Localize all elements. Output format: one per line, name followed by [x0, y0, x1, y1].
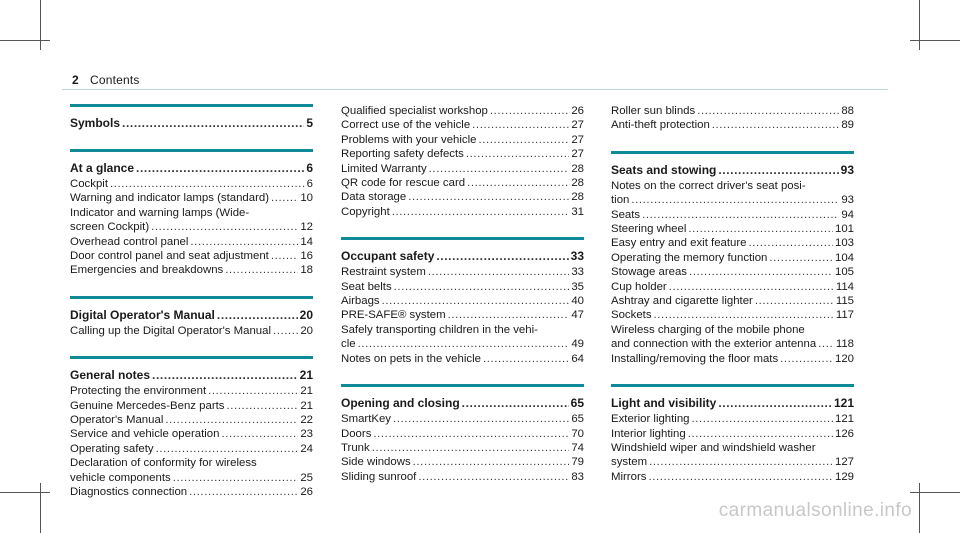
- page-number: 2: [72, 73, 79, 87]
- toc-entry[interactable]: [70, 456, 313, 470]
- toc-entry-page: 35: [571, 280, 584, 293]
- toc-entry-label: Airbags: [341, 295, 380, 308]
- toc-entry-label: Qualified specialist workshop: [341, 105, 488, 117]
- toc-entry-label: Anti-theft protection: [611, 119, 710, 132]
- section-heading-page: 93: [840, 162, 854, 177]
- dot-leader: [271, 191, 298, 205]
- toc-entry-page: 83: [571, 470, 584, 483]
- toc-entry-page: 31: [571, 205, 584, 218]
- dot-leader: [393, 412, 569, 426]
- dot-leader: [151, 220, 298, 234]
- toc-entry-label: Emergencies and breakdowns: [70, 264, 224, 277]
- toc-entry-label: Operator's Manual: [70, 414, 164, 427]
- dot-leader: [217, 307, 298, 323]
- dot-leader: [156, 442, 299, 456]
- toc-entry-label: Correct use of the vehicle: [341, 119, 471, 132]
- toc-entry-page: 33: [571, 266, 584, 279]
- toc-entry[interactable]: [341, 190, 584, 204]
- toc-entry[interactable]: [341, 470, 584, 484]
- section-heading-page: 5: [306, 116, 313, 130]
- toc-entry[interactable]: [70, 471, 313, 485]
- toc-entry-label: Operating safety: [70, 442, 154, 455]
- toc-entry-label: Restraint system: [341, 266, 426, 279]
- toc-entry-page: 26: [300, 486, 313, 499]
- toc-entry[interactable]: [611, 470, 854, 484]
- toc-entry[interactable]: [341, 441, 584, 455]
- dot-leader: [190, 235, 298, 249]
- dot-leader: [273, 324, 298, 338]
- dot-leader: [382, 294, 570, 308]
- section-heading-page: 65: [570, 396, 584, 411]
- toc-entry[interactable]: [611, 280, 854, 294]
- toc-entry-label: Seats: [611, 208, 641, 221]
- toc-entry-label: Operating the memory function: [611, 251, 768, 264]
- dot-leader: [227, 399, 299, 413]
- section-heading-label: General notes: [70, 368, 151, 383]
- toc-section: [341, 384, 584, 484]
- toc-entry-page: 127: [834, 456, 854, 469]
- toc-entry-label: Sockets: [611, 309, 652, 322]
- toc-entry[interactable]: [341, 308, 584, 322]
- section-heading[interactable]: [341, 248, 584, 264]
- toc-entry-label: Overhead control panel: [70, 235, 189, 248]
- toc-entry-label: Notes on the correct driver's seat posi-: [611, 179, 806, 192]
- dot-leader: [648, 470, 833, 484]
- toc-entry-page: 28: [571, 162, 584, 175]
- toc-entry[interactable]: [70, 177, 313, 191]
- toc-entry-page: 93: [841, 194, 854, 207]
- toc-entry-label: Problems with your vehicle: [341, 133, 477, 146]
- dot-leader: [467, 176, 569, 190]
- toc-entry[interactable]: [611, 222, 854, 236]
- toc-entry-page: 21: [300, 399, 313, 412]
- toc-entry-label: Installing/removing the floor mats: [611, 352, 779, 365]
- toc-entry-page: 25: [300, 471, 313, 484]
- crop-mark: [919, 483, 920, 533]
- toc-section: [70, 104, 313, 131]
- toc-entry-page: 16: [300, 250, 313, 263]
- toc-entry-label: Stowage areas: [611, 266, 687, 279]
- toc-entry-label: tion: [611, 194, 630, 207]
- dot-leader: [136, 160, 304, 176]
- section-heading-label: Light and visibility: [611, 396, 717, 411]
- toc-entry[interactable]: [70, 206, 313, 220]
- toc-entry[interactable]: [611, 179, 854, 193]
- toc-entry[interactable]: [611, 352, 854, 366]
- dot-leader: [436, 248, 568, 264]
- toc-column-3: [611, 104, 854, 502]
- dot-leader: [755, 294, 834, 308]
- toc-section: [341, 237, 584, 366]
- toc-entry-page: 94: [841, 208, 854, 221]
- dot-leader: [189, 485, 298, 499]
- toc-entry-page: 28: [571, 191, 584, 204]
- toc-entry-label: Warning and indicator lamps (standard): [70, 192, 270, 205]
- toc-entry[interactable]: [70, 442, 313, 456]
- section-bar: [70, 296, 313, 299]
- toc-entry-label: system: [611, 456, 648, 469]
- toc-entry[interactable]: [611, 208, 854, 222]
- dot-leader: [448, 308, 570, 322]
- section-bar: [70, 356, 313, 359]
- section-heading-label: Opening and closing: [341, 396, 460, 411]
- dot-leader: [392, 205, 570, 219]
- toc-entry[interactable]: [70, 413, 313, 427]
- section-heading-page: 21: [299, 368, 313, 383]
- toc-entry-page: 27: [571, 119, 584, 132]
- toc-entry[interactable]: [70, 220, 313, 234]
- toc-entry[interactable]: [341, 412, 584, 426]
- dot-leader: [173, 471, 299, 485]
- toc-entry-page: 10: [300, 192, 313, 205]
- toc-entry-label: Interior lighting: [611, 427, 686, 440]
- dot-leader: [712, 118, 840, 132]
- toc-entry-page: 89: [841, 119, 854, 132]
- toc-entry-label: SmartKey: [341, 413, 392, 426]
- toc-entry-label: Doors: [341, 427, 372, 440]
- dot-leader: [692, 412, 833, 426]
- dot-leader: [413, 455, 570, 469]
- toc-entry-page: 12: [300, 221, 313, 234]
- toc-entry-page: 117: [835, 309, 854, 322]
- toc-entry-page: 126: [834, 427, 854, 440]
- toc-entry-label: Calling up the Digital Operator's Manual: [70, 324, 271, 337]
- toc-entry-label: Side windows: [341, 456, 411, 469]
- toc-entry[interactable]: [341, 118, 584, 132]
- section-heading-label: Seats and stowing: [611, 162, 717, 177]
- toc-entry-page: 27: [571, 133, 584, 146]
- crop-mark: [910, 492, 960, 493]
- dot-leader: [429, 162, 570, 176]
- dot-leader: [688, 427, 833, 441]
- dot-leader: [689, 265, 833, 279]
- toc-entry-label: Exterior lighting: [611, 413, 690, 426]
- section-heading-page: 6: [306, 161, 313, 175]
- dot-leader: [749, 236, 833, 250]
- toc-entry-label: Data storage: [341, 191, 407, 204]
- toc-entry[interactable]: [341, 265, 584, 279]
- toc-entry-label: Diagnostics connection: [70, 486, 188, 499]
- dot-leader: [462, 395, 569, 411]
- dot-leader: [373, 427, 569, 441]
- dot-leader: [408, 190, 569, 204]
- toc-section: [70, 296, 313, 338]
- toc-entry-label: Genuine Mercedes-Benz parts: [70, 399, 225, 412]
- toc-entry-page: 28: [571, 177, 584, 190]
- toc-entry-page: 40: [571, 295, 584, 308]
- toc-entry-page: 101: [834, 223, 854, 236]
- toc-entry-page: 121: [834, 413, 854, 426]
- toc-section: [70, 149, 313, 278]
- toc-entry[interactable]: [341, 337, 584, 351]
- toc-entry-label: Cup holder: [611, 280, 667, 293]
- toc-entry-label: cle: [341, 338, 356, 351]
- toc-column-2: [341, 104, 584, 502]
- toc-entry[interactable]: [611, 265, 854, 279]
- toc-entry[interactable]: [341, 323, 584, 337]
- toc-entry-label: Indicator and warning lamps (Wide-: [70, 206, 250, 219]
- toc-entry-label: Notes on pets in the vehicle: [341, 352, 481, 365]
- toc-entry-label: Reporting safety defects: [341, 148, 464, 161]
- toc-entry[interactable]: [611, 441, 854, 455]
- toc-entry-label: Copyright: [341, 205, 390, 218]
- section-heading[interactable]: [70, 307, 313, 323]
- crop-mark: [910, 40, 960, 41]
- dot-leader: [649, 455, 833, 469]
- dot-leader: [418, 470, 569, 484]
- toc-entry-page: 21: [300, 385, 313, 398]
- toc-entry-label: Service and vehicle operation: [70, 428, 220, 441]
- section-bar: [611, 384, 854, 387]
- section-heading[interactable]: [70, 115, 313, 131]
- toc-entry[interactable]: [341, 147, 584, 161]
- dot-leader: [122, 115, 304, 131]
- dot-leader: [769, 251, 833, 265]
- toc-entry-page: 105: [834, 266, 854, 279]
- toc-entry[interactable]: [341, 205, 584, 219]
- toc-entry[interactable]: [70, 249, 313, 263]
- dot-leader: [631, 193, 839, 207]
- dot-leader: [642, 208, 839, 222]
- toc-entry-label: Declaration of conformity for wireless: [70, 457, 257, 470]
- toc-entry[interactable]: [341, 352, 584, 366]
- dot-leader: [718, 162, 838, 178]
- toc-entry[interactable]: [341, 294, 584, 308]
- toc-entry[interactable]: [611, 251, 854, 265]
- toc-entry-page: 6: [306, 178, 313, 190]
- dot-leader: [669, 280, 834, 294]
- toc-entry-page: 49: [571, 338, 584, 351]
- crop-mark: [40, 483, 41, 533]
- toc-entry[interactable]: [611, 104, 854, 118]
- dot-leader: [718, 395, 832, 411]
- dot-leader: [697, 104, 839, 118]
- section-heading-page: 33: [570, 249, 584, 264]
- dot-leader: [110, 177, 305, 191]
- toc-entry-page: 27: [571, 148, 584, 161]
- toc-entry-page: 88: [841, 105, 854, 117]
- crop-mark: [0, 40, 50, 41]
- toc-entry[interactable]: [341, 280, 584, 294]
- toc-entry[interactable]: [611, 118, 854, 132]
- toc-section: [341, 104, 584, 219]
- toc-entry-page: 74: [571, 441, 584, 454]
- toc-entry-label: Safely transporting children in the vehi-: [341, 323, 538, 336]
- dot-leader: [208, 384, 298, 398]
- toc-section: [611, 384, 854, 484]
- toc-entry-page: 26: [571, 105, 584, 117]
- toc-entry-label: vehicle components: [70, 471, 171, 484]
- toc-entry-page: 104: [834, 251, 854, 264]
- dot-leader: [271, 249, 299, 263]
- section-heading[interactable]: [611, 395, 854, 411]
- toc-entry-page: 118: [835, 338, 854, 351]
- toc-entry-label: Seat belts: [341, 280, 392, 293]
- toc-entry-label: and connection with the exterior antenna: [611, 338, 817, 351]
- section-bar: [341, 237, 584, 240]
- toc-entry-label: Steering wheel: [611, 223, 687, 236]
- toc-entry-page: 129: [834, 470, 854, 483]
- dot-leader: [372, 441, 570, 455]
- toc-entry-page: 103: [834, 237, 854, 250]
- crop-mark: [0, 492, 50, 493]
- toc-entry[interactable]: [70, 427, 313, 441]
- section-heading-page: 121: [833, 396, 854, 411]
- toc-entry-label: Sliding sunroof: [341, 470, 417, 483]
- toc-entry-page: 115: [835, 295, 854, 308]
- toc-entry-page: 120: [834, 352, 854, 365]
- toc-entry-page: 70: [571, 427, 584, 440]
- toc-entry-page: 22: [300, 414, 313, 427]
- toc-entry[interactable]: [611, 412, 854, 426]
- section-heading-page: 20: [299, 307, 313, 322]
- section-bar: [70, 149, 313, 152]
- toc-entry-label: Ashtray and cigarette lighter: [611, 295, 753, 308]
- dot-leader: [654, 308, 834, 322]
- toc-entry-label: Wireless charging of the mobile phone: [611, 323, 805, 336]
- toc-entry-label: QR code for rescue card: [341, 177, 466, 190]
- section-heading-label: Occupant safety: [341, 249, 435, 264]
- toc-entry-label: Trunk: [341, 441, 370, 454]
- crop-mark: [919, 0, 920, 50]
- header-rule: [62, 89, 888, 90]
- section-heading-label: At a glance: [70, 161, 135, 175]
- toc-entry[interactable]: [70, 399, 313, 413]
- toc-entry[interactable]: [70, 235, 313, 249]
- toc-entry[interactable]: [70, 324, 313, 338]
- toc-entry[interactable]: [611, 427, 854, 441]
- dot-leader: [466, 147, 569, 161]
- dot-leader: [428, 265, 570, 279]
- toc-entry[interactable]: [70, 485, 313, 499]
- toc-entry[interactable]: [611, 294, 854, 308]
- toc-entry[interactable]: [611, 236, 854, 250]
- toc-entry[interactable]: [611, 337, 854, 351]
- dot-leader: [818, 337, 834, 351]
- page-title: Contents: [90, 73, 140, 87]
- dot-leader: [490, 104, 569, 118]
- section-heading[interactable]: [70, 367, 313, 383]
- toc-entry[interactable]: [341, 104, 584, 118]
- toc-entry-label: Limited Warranty: [341, 162, 427, 175]
- toc-entry-page: 23: [300, 428, 313, 441]
- section-heading[interactable]: [70, 160, 313, 176]
- section-bar: [341, 384, 584, 387]
- dot-leader: [165, 413, 298, 427]
- section-bar: [611, 151, 854, 154]
- toc-entry[interactable]: [341, 133, 584, 147]
- toc-entry-page: 20: [300, 324, 313, 337]
- toc-entry-label: Protecting the environment: [70, 385, 207, 398]
- toc-entry[interactable]: [341, 427, 584, 441]
- toc-entry-page: 47: [571, 309, 584, 322]
- toc-entry-page: 24: [300, 442, 313, 455]
- toc-entry[interactable]: [611, 323, 854, 337]
- toc-section: [611, 151, 854, 366]
- toc-entry-page: 114: [835, 280, 854, 293]
- dot-leader: [483, 352, 569, 366]
- toc-entry[interactable]: [341, 455, 584, 469]
- toc-entry-label: Mirrors: [611, 470, 647, 483]
- section-heading-label: Digital Operator's Manual: [70, 307, 215, 322]
- toc-entry[interactable]: [70, 384, 313, 398]
- toc-column-1: [70, 104, 313, 518]
- toc-entry-label: Easy entry and exit feature: [611, 237, 747, 250]
- crop-mark: [40, 0, 41, 50]
- toc-entry-label: Cockpit: [70, 178, 108, 190]
- section-heading-label: Symbols: [70, 116, 121, 130]
- section-bar: [70, 104, 313, 107]
- toc-entry[interactable]: [341, 162, 584, 176]
- toc-entry[interactable]: [611, 455, 854, 469]
- toc-entry-page: 18: [300, 264, 313, 277]
- toc-section: [611, 104, 854, 133]
- dot-leader: [221, 427, 298, 441]
- section-heading[interactable]: [611, 162, 854, 178]
- dot-leader: [688, 222, 833, 236]
- toc-entry[interactable]: [70, 191, 313, 205]
- dot-leader: [225, 263, 298, 277]
- toc-entry[interactable]: [611, 193, 854, 207]
- toc-entry-page: 14: [300, 235, 313, 248]
- toc-entry-label: Windshield wiper and windshield washer: [611, 441, 816, 454]
- dot-leader: [478, 133, 569, 147]
- section-heading[interactable]: [341, 395, 584, 411]
- toc-entry-label: Door control panel and seat adjustment: [70, 250, 269, 263]
- toc-entry[interactable]: [341, 176, 584, 190]
- toc-entry-page: 65: [571, 413, 584, 426]
- toc-entry[interactable]: [611, 308, 854, 322]
- toc-section: [70, 356, 313, 499]
- dot-leader: [152, 367, 298, 383]
- dot-leader: [394, 280, 570, 294]
- dot-leader: [780, 352, 833, 366]
- toc-entry[interactable]: [70, 263, 313, 277]
- toc-entry-page: 79: [571, 456, 584, 469]
- toc-entry-label: PRE-SAFE® system: [341, 309, 446, 322]
- dot-leader: [358, 337, 570, 351]
- dot-leader: [472, 118, 569, 132]
- toc-entry-label: screen Cockpit): [70, 221, 150, 234]
- toc-entry-page: 64: [571, 352, 584, 365]
- watermark: carmanualsonline.info: [718, 500, 912, 521]
- toc-entry-label: Roller sun blinds: [611, 105, 696, 117]
